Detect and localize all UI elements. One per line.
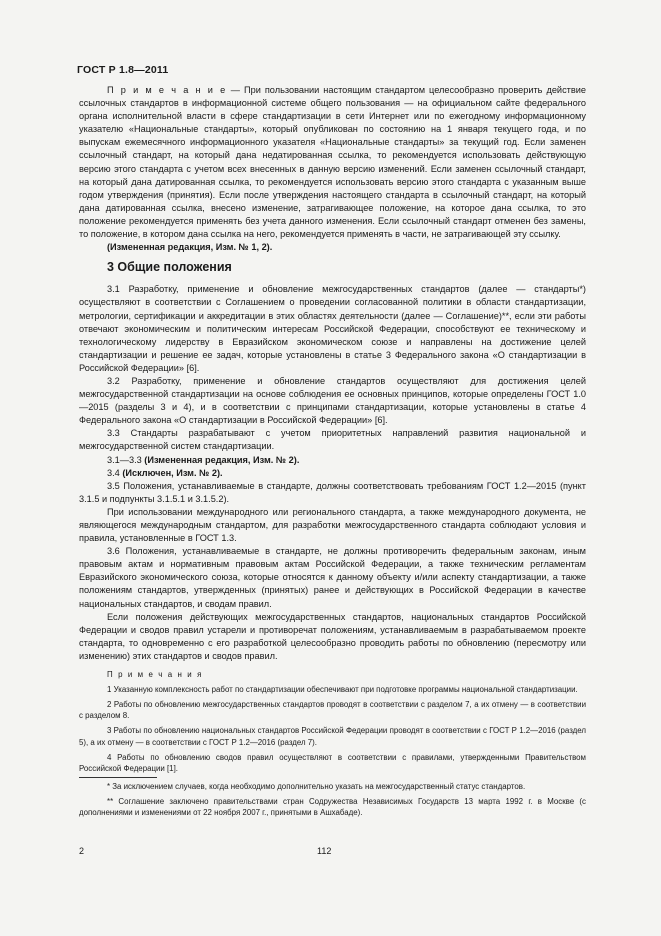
clause-3-1-3-3-amendment [79,454,586,467]
clause-3-3: 3.3 Стандарты разрабатывают с учетом приоритетных направлений развития национальной и межгосударственной систем стандартизации. [79,428,586,452]
note-amendment: (Измененная редакция, Изм. № 1, 2). [107,242,273,253]
section-title: 3 Общие положения [107,260,232,275]
clause-3-5: 3.5 Положения, устанавливаемые в стандарте, должны соответствовать требованиям ГОСТ 1.2—2015 (пункт 3.1.5 и подпункты 3.1.5.1 и 3.1.5.2). [79,480,586,504]
clause-number: 3.4 [107,467,123,478]
page-number-left: 2 [79,846,85,856]
clause-3-4 [79,467,586,480]
notes-label: П р и м е ч а н и я [107,670,203,680]
page-number-center: 112 [317,846,332,856]
clause-3-5-continued: При использовании международного или регионального стандарта, а также международного документа, не являющегося международным стандартом, для разработки межгосударственного стандарта соблюдают условия и правила, установленные в ГОСТ 1.3. [79,506,586,544]
note-3: 3 Работы по обновлению национальных стандартов Российской Федерации проводят в соответствии с ГОСТ Р 1.2—2016 (раздел 5), а их отмену — в соответствии с ГОСТ Р 1.2—2016 (раздел 7). [79,726,586,747]
reference-note [79,84,586,241]
note-2: 2 Работы по обновлению межгосударственных стандартов проводят в соответствии с разделом 7, а их отмену — в соответствии с разделом 8. [79,700,586,721]
clause-number: 3.1—3.3 [107,454,145,465]
note-4: 4 Работы по обновлению сводов правил осуществляют в соответствии с правилами, утвержденными Правительством Российской Федерации [1]. [79,752,586,773]
footnote-divider [79,777,157,778]
note-label: П р и м е ч а н и е [107,85,227,95]
notes-block [79,669,586,774]
document-code: ГОСТ Р 1.8—2011 [77,64,169,76]
clause-3-6: 3.6 Положения, устанавливаемые в стандарте, не должны противоречить федеральным законам, иным правовым актам и нормативным правовым актам Российской Федерации, а также техническим регламентам Евразийского экономического союза, которые относятся к данному объекту и/или аспекту стандартизации, а также положениям стандартов, утвержденных (принятых) ранее и действующих в Российской Федерации в качестве национальных стандартов, и сводам правил. [79,546,586,609]
excluded-text: (Исключен, Изм. № 2). [122,467,223,478]
footnote-2: ** Соглашение заключено правительствами стран Содружества Независимых Государств 13 марта 1992 г. в Москве (с дополнениями и изменениями от 22 ноября 2007 г., принятыми в Ашхабаде). [79,796,586,817]
note-1: 1 Указанную комплексность работ по стандартизации обеспечивают при подготовке программы национальной стандартизации. [107,685,578,695]
document-body [79,84,586,818]
note-text: — При пользовании настоящим стандартом целесообразно проверить действие ссылочных стандартов в информационной системе общего пользования — на официальном сайте федерального органа исполнительной власти в сфере стандартизации в сети Интернет или по ежегодному информационному указателю «Национальные стандарты», который опубликован по состоянию на 1 января текущего года, и по выпускам ежемесячного информационного указателя «Национальные стандарты» за текущий год. Если заменен ссылочный стандарт, на который дана недатированная ссылка, то рекомендуется использовать действующую версию этого стандарта с учетом всех внесенных в данную версию изменений. Если заменен ссылочный стандарт, на который дана датированная ссылка, то рекомендуется использовать версию этого стандарта с указанным выше годом утверждения (принятия). Если после утверждения настоящего стандарта в ссылочный стандарт, на который дана датированная ссылка, внесено изменение, затрагивающее положение, на которое дана ссылка, то это положение рекомендуется применять без учета данного изменения. Если ссылочный стандарт отменен без замены, то положение, в котором дана ссылка на него, рекомендуется применять в части, не затрагивающей эту ссылку. [79,85,586,240]
clause-3-2: 3.2 Разработку, применение и обновление стандартов осуществляют для достижения целей межгосударственной стандартизации на основе соблюдения ее основных принципов, которые определены ГОСТ 1.0—2015 (разделы 3 и 4), и в соответствии с принципами стандартизации, которые установлены в статье 4 Федерального закона «О стандартизации в Российской Федерации» [6]. [79,375,586,426]
footnotes-block [79,781,586,818]
clause-3-1: 3.1 Разработку, применение и обновление межгосударственных стандартов (далее — стандарты*) осуществляют в соответствии с Соглашением о проведении согласованной политики в области стандартизации, метрологии, сертификации и аккредитации в этих областях деятельности (далее — Соглашение)**, если эти работы отвечают экономическим и политическим интересам Российской Федерации, способствуют ее техническому и технологическому лидерству в Евразийском экономическом союзе и направлены на достижение целей стандартизации и решение ее задач, которые установлены в статье 3 Федерального закона «О стандартизации в Российской Федерации» [6]. [79,284,586,373]
footnote-1: * За исключением случаев, когда необходимо дополнительно указать на межгосударственный статус стандартов. [107,781,526,791]
clause-3-6-continued: Если положения действующих межгосударственных стандартов, национальных стандартов Российской Федерации и сводов правил устарели и противоречат положениям, устанавливаемым в разрабатываемом проекте стандарта, то одновременно с его разработкой целесообразно проводить работы по обновлению (пересмотру или изменению) этих стандартов и сводов правил. [79,611,586,661]
amendment-text: (Измененная редакция, Изм. № 2). [144,454,300,465]
